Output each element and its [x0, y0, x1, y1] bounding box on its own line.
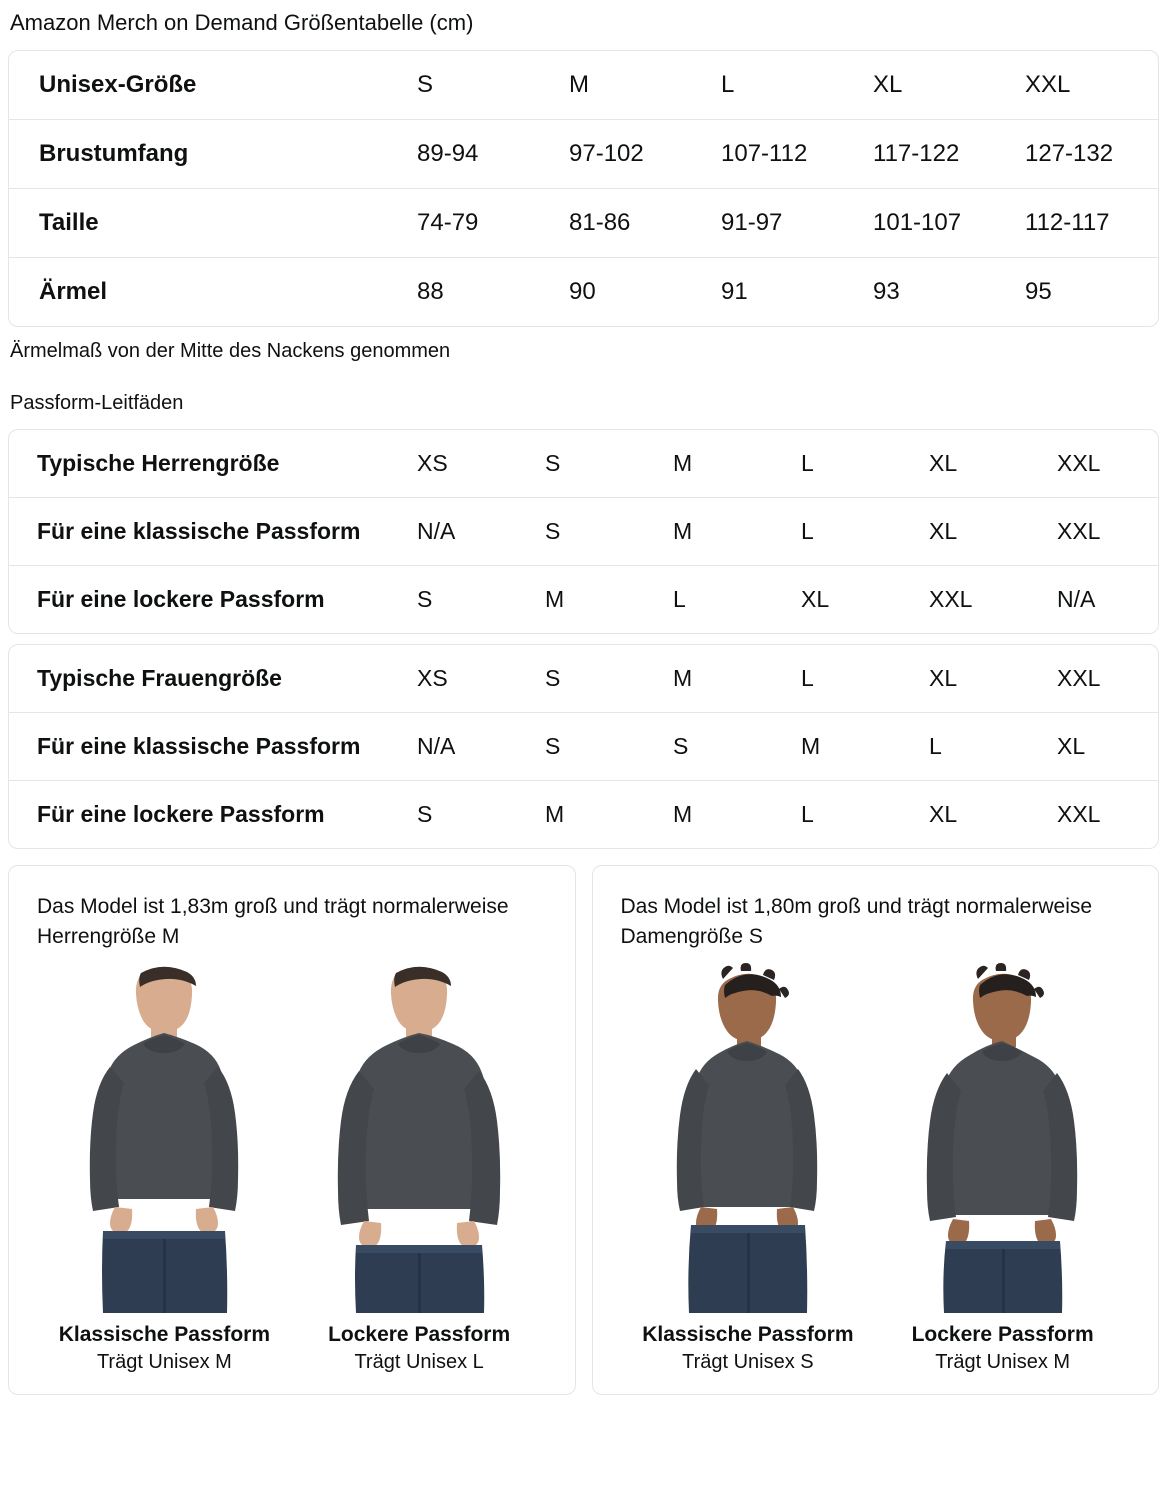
- cell: M: [801, 713, 929, 781]
- row-header: Für eine klassische Passform: [9, 713, 417, 781]
- cell: S: [545, 713, 673, 781]
- figure-classic-fit: [42, 958, 287, 1374]
- cell: M: [673, 781, 801, 849]
- figure-label: Klassische Passform: [642, 1323, 854, 1346]
- womens-model-card: [592, 865, 1160, 1395]
- mens-model-card: [8, 865, 576, 1395]
- cell: M: [569, 71, 589, 98]
- cell: L: [929, 713, 1057, 781]
- cell: XL: [929, 665, 958, 691]
- figure-sublabel: Trägt Unisex M: [935, 1351, 1071, 1373]
- cell: XXL: [1057, 781, 1159, 849]
- model-caption: Das Model ist 1,83m groß und trägt normalerweise Herrengröße M: [37, 895, 509, 948]
- cell: L: [801, 781, 929, 849]
- cell: 90: [569, 258, 721, 327]
- table-row: [9, 51, 1159, 120]
- row-header: Brustumfang: [9, 120, 417, 189]
- male-model-photo: [297, 958, 542, 1313]
- row-header: Typische Herrengröße: [37, 450, 280, 476]
- cell: 101-107: [873, 189, 1025, 258]
- figure-relaxed-fit: [880, 958, 1125, 1374]
- table-row: [9, 566, 1159, 634]
- cell: S: [417, 566, 545, 634]
- row-header: Typische Frauengröße: [37, 665, 282, 691]
- cell: XXL: [1057, 498, 1159, 566]
- figure-label: Lockere Passform: [911, 1323, 1094, 1346]
- cell: S: [417, 781, 545, 849]
- cell: S: [545, 665, 561, 691]
- cell: L: [801, 498, 929, 566]
- cell: 93: [873, 258, 1025, 327]
- cell: XXL: [929, 566, 1057, 634]
- cell: S: [545, 450, 561, 476]
- mens-fit-table: [9, 430, 1159, 633]
- table-row: [9, 120, 1159, 189]
- cell: M: [673, 450, 693, 476]
- model-figures: [621, 958, 1131, 1374]
- cell: XL: [929, 498, 1057, 566]
- figure-sublabel: Trägt Unisex S: [682, 1351, 814, 1373]
- row-header: Für eine lockere Passform: [9, 781, 417, 849]
- cell: XL: [1057, 713, 1159, 781]
- cell: N/A: [417, 713, 545, 781]
- table-row: [9, 781, 1159, 849]
- cell: 88: [417, 258, 569, 327]
- womens-fit-table: [9, 645, 1159, 848]
- size-table-card: [8, 50, 1159, 327]
- table-row: [9, 258, 1159, 327]
- cell: XXL: [1057, 450, 1101, 476]
- female-model-photo: [626, 958, 871, 1313]
- womens-fit-card: [8, 644, 1159, 849]
- page-title: Amazon Merch on Demand Größentabelle (cm): [10, 10, 474, 35]
- cell: XXL: [1025, 71, 1071, 98]
- cell: L: [721, 71, 735, 98]
- cell: N/A: [417, 498, 545, 566]
- figure-sublabel: Trägt Unisex L: [354, 1351, 484, 1373]
- cell: M: [545, 781, 673, 849]
- cell: XL: [873, 71, 903, 98]
- cell: 81-86: [569, 189, 721, 258]
- figure-classic-fit: [626, 958, 871, 1374]
- fit-guides-title: Passform-Leitfäden: [10, 392, 184, 414]
- table-row: [9, 645, 1159, 713]
- cell: XS: [417, 665, 448, 691]
- table-row: [9, 713, 1159, 781]
- cell: S: [417, 71, 434, 98]
- figure-label: Klassische Passform: [58, 1323, 271, 1346]
- cell: 91: [721, 258, 873, 327]
- cell: 107-112: [721, 120, 873, 189]
- row-header: Unisex-Größe: [39, 71, 197, 98]
- cell: M: [545, 566, 673, 634]
- cell: S: [545, 498, 673, 566]
- row-header: Taille: [9, 189, 417, 258]
- cell: 95: [1025, 258, 1159, 327]
- cell: 112-117: [1025, 189, 1159, 258]
- female-model-photo: [880, 958, 1125, 1313]
- size-table: [9, 51, 1159, 326]
- figure-relaxed-fit: [297, 958, 542, 1374]
- male-model-photo: [42, 958, 287, 1313]
- row-header: Für eine lockere Passform: [9, 566, 417, 634]
- cell: 97-102: [569, 120, 721, 189]
- cell: XS: [417, 450, 448, 476]
- cell: L: [673, 566, 801, 634]
- cell: 74-79: [417, 189, 569, 258]
- figure-label: Lockere Passform: [328, 1323, 511, 1346]
- model-cards-row: [8, 865, 1159, 1395]
- cell: L: [801, 450, 814, 476]
- cell: 91-97: [721, 189, 873, 258]
- cell: XL: [929, 450, 958, 476]
- mens-fit-card: [8, 429, 1159, 634]
- cell: 89-94: [417, 120, 569, 189]
- row-header: Ärmel: [9, 258, 417, 327]
- cell: XXL: [1057, 665, 1101, 691]
- cell: 117-122: [873, 120, 1025, 189]
- figure-sublabel: Trägt Unisex M: [96, 1351, 232, 1373]
- model-caption: Das Model ist 1,80m groß und trägt normalerweise Damengröße S: [620, 895, 1093, 948]
- cell: N/A: [1057, 566, 1159, 634]
- model-figures: [37, 958, 547, 1374]
- size-chart-page: [0, 8, 1167, 1395]
- table-row: [9, 189, 1159, 258]
- row-header: Für eine klassische Passform: [9, 498, 417, 566]
- cell: L: [801, 665, 814, 691]
- sleeve-measurement-note: Ärmelmaß von der Mitte des Nackens genommen: [10, 340, 451, 362]
- cell: 127-132: [1025, 120, 1159, 189]
- cell: M: [673, 498, 801, 566]
- cell: M: [673, 665, 693, 691]
- cell: S: [673, 713, 801, 781]
- cell: XL: [929, 781, 1057, 849]
- table-row: [9, 430, 1159, 498]
- table-row: [9, 498, 1159, 566]
- cell: XL: [801, 566, 929, 634]
